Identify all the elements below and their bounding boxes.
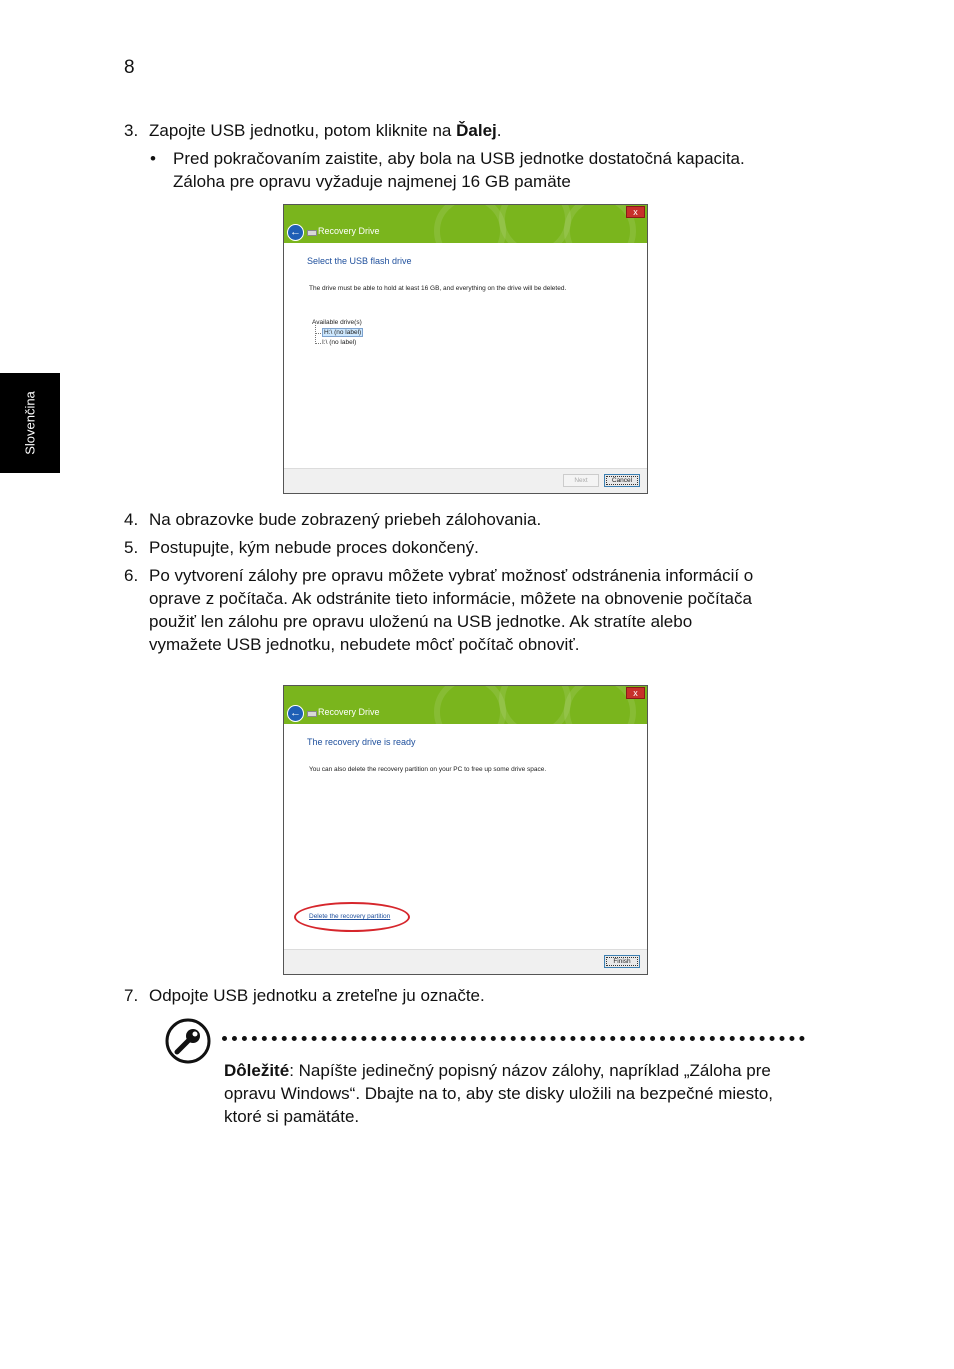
bullet-line: Pred pokračovaním zaistite, aby bola na USB jednotke dostatočná kapacita.	[173, 149, 745, 168]
recovery-drive-dialog-select	[283, 204, 648, 494]
note-body: : Napíšte jedinečný popisný názov zálohy, napríklad „Záloha pre opravu Windows“. Dbajte na to, aby ste disky uložili na bezpečné miesto, ktoré si pamätáte.	[224, 1061, 773, 1126]
close-icon[interactable]: x	[626, 687, 645, 699]
step-text: Postupujte, kým nebude proces dokončený.	[149, 538, 479, 557]
delete-recovery-partition-link[interactable]: Delete the recovery partition	[309, 913, 391, 920]
drive-list	[312, 319, 363, 348]
important-note	[224, 1059, 804, 1128]
step-number: 5.	[124, 538, 139, 557]
important-note-icon	[165, 1018, 211, 1064]
page-number: 8	[124, 57, 135, 78]
usb-drive-icon	[307, 230, 317, 236]
next-button[interactable]: Next	[563, 474, 599, 487]
bullet-dot: •	[150, 149, 156, 168]
dialog-heading: The recovery drive is ready	[307, 737, 416, 747]
recovery-drive-dialog-ready	[283, 685, 648, 975]
dialog-title: Recovery Drive	[318, 707, 380, 717]
drive-list-label: Available drive(s)	[312, 319, 362, 326]
usb-drive-icon	[307, 711, 317, 717]
step-text	[149, 119, 819, 142]
note-divider	[222, 1036, 805, 1041]
step-text: Odpojte USB jednotku a zreteľne ju označte.	[149, 986, 485, 1005]
close-icon[interactable]: x	[626, 206, 645, 218]
dialog-title: Recovery Drive	[318, 226, 380, 236]
bullet-line: Záloha pre opravu vyžaduje najmenej 16 GB pamäte	[173, 172, 571, 191]
back-arrow-icon[interactable]: ←	[287, 224, 304, 241]
step-text-line: použiť len zálohu pre opravu uloženú na USB jednotke. Ak stratíte alebo	[149, 612, 693, 631]
language-label: Slovenčina	[22, 391, 38, 455]
dialog-footer	[284, 949, 647, 974]
dialog-header	[284, 205, 647, 243]
language-side-tab	[0, 373, 60, 473]
drive-item-i[interactable]	[312, 338, 363, 348]
cancel-button[interactable]: Cancel	[604, 474, 640, 487]
dialog-description: You can also delete the recovery partition on your PC to free up some drive space.	[309, 766, 547, 773]
dialog-header	[284, 686, 647, 724]
step-number: 7.	[124, 986, 139, 1005]
step-text-part: Zapojte USB jednotku, potom kliknite na	[149, 121, 457, 140]
dialog-description: The drive must be able to hold at least 16 GB, and everything on the drive will be deleted.	[309, 285, 567, 292]
step-bold-term: Ďalej	[456, 121, 497, 140]
step-text-line: vymažete USB jednotku, nebudete môcť počítač obnoviť.	[149, 635, 580, 654]
back-arrow-icon[interactable]: ←	[287, 705, 304, 722]
dialog-footer	[284, 468, 647, 493]
step-number: 3.	[124, 121, 139, 140]
step-text-line: oprave z počítača. Ak odstránite tieto informácie, môžete na obnovenie počítača	[149, 589, 752, 608]
drive-label: H:\ (no label)	[324, 329, 362, 336]
step-number: 6.	[124, 566, 139, 585]
note-bold-label: Dôležité	[224, 1061, 290, 1080]
drive-label: I:\ (no label)	[322, 339, 357, 346]
step-text: Na obrazovke bude zobrazený priebeh zálohovania.	[149, 510, 542, 529]
step-text-line: Po vytvorení zálohy pre opravu môžete vybrať možnosť odstránenia informácií o	[149, 566, 754, 585]
step-text-part: .	[496, 121, 502, 140]
finish-button[interactable]: Finish	[604, 955, 640, 968]
dialog-heading: Select the USB flash drive	[307, 256, 412, 266]
step-number: 4.	[124, 510, 139, 529]
